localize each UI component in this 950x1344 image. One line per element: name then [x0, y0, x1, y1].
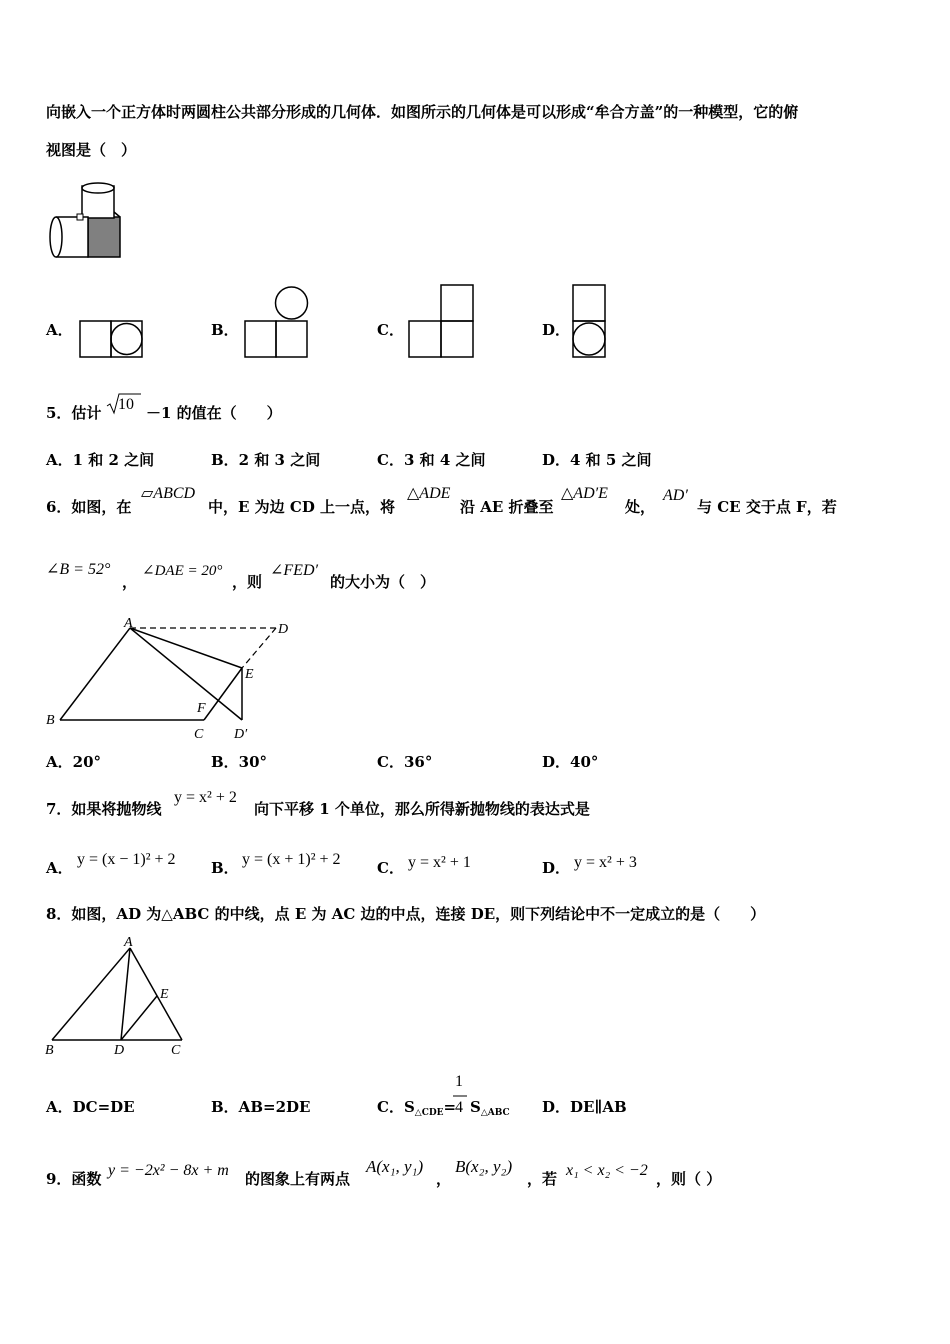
q8-label-d: D	[114, 1043, 125, 1058]
q5-suffix: －1 的值在（ ）	[146, 404, 282, 422]
q4-text-line1: 向嵌入一个正方体时两圆柱公共部分形成的几何体．如图所示的几何体是可以形成“牟合方盖”的一种模型，它的俯	[46, 103, 799, 121]
q6-mid2: 沿 AE 折叠至	[460, 498, 554, 516]
q7-option-a-letter: A．	[46, 859, 73, 877]
q8-label-b: B	[45, 1043, 54, 1058]
q7-suffix: 向下平移 1 个单位，那么所得新抛物线的表达式是	[254, 800, 590, 818]
q8-option-c-right	[470, 1098, 510, 1122]
q7-option-b-expr: y = (x + 1)² + 2	[242, 851, 341, 868]
q4-text-line2: 视图是（ ）	[46, 141, 137, 159]
q6-angle-fed: ∠FED′	[270, 562, 319, 579]
q4-option-a-letter: A．	[46, 321, 73, 339]
q6-prefix: 6．如图，在	[46, 498, 132, 516]
q6-label-e: E	[245, 667, 254, 682]
q8-option-c-fraction-bar	[453, 1095, 467, 1097]
q6-segment-adp: AD′	[663, 487, 688, 504]
q9-mid: 的图象上有两点	[245, 1170, 351, 1188]
q6-triangle-ade: △ADE	[407, 485, 451, 502]
q8-option-c	[377, 1098, 456, 1122]
q9-point-b: B(x₂, y₂)	[455, 1157, 513, 1176]
q7-option-d-expr: y = x² + 3	[574, 854, 637, 871]
q4-option-a-figure	[79, 320, 145, 358]
q6-mid3: 处，	[625, 498, 656, 516]
q8-option-d: D．DE∥AB	[542, 1098, 627, 1116]
q6-option-a: A．20°	[46, 753, 102, 771]
q6-label-c: C	[194, 727, 204, 742]
q6-option-b: B．30°	[211, 753, 268, 771]
q8-option-a: A．DC=DE	[46, 1098, 135, 1116]
q6-label-f: F	[197, 701, 206, 716]
q8-option-c-numerator: 1	[455, 1073, 463, 1090]
q6-label-b: B	[46, 713, 55, 728]
q6-option-c: C．36°	[377, 753, 433, 771]
q8-option-c-eq: =	[443, 1098, 457, 1116]
q6-angle-dae: ∠DAE = 20°	[142, 563, 223, 579]
q6-parallelogram: ▱ABCD	[141, 485, 196, 502]
q6-parallelogram-figure	[44, 618, 300, 742]
q5-option-b: B．2 和 3 之间	[211, 451, 321, 469]
q6-mid4: 与 CE 交于点 F，若	[697, 498, 837, 516]
q8-option-c-denominator: 4	[455, 1099, 463, 1116]
q8-text: 8．如图，AD 为△ABC 的中线，点 E 为 AC 边的中点，连接 DE，则下列结论中不一定成立的是（ ）	[46, 905, 766, 923]
q9-tail: ，则（ ）	[656, 1170, 722, 1188]
q6-label-d: D	[278, 622, 289, 637]
q5-option-a: A．1 和 2 之间	[46, 451, 155, 469]
q8-label-c: C	[171, 1043, 181, 1058]
q7-option-a-expr: y = (x − 1)² + 2	[77, 851, 176, 868]
q5-radicand: 10	[118, 396, 134, 413]
q6-triangle-adpe: △AD′E	[561, 485, 608, 502]
q4-option-d-letter: D．	[542, 321, 571, 339]
q9-prefix: 9．函数	[46, 1170, 102, 1188]
q7-option-d-letter: D．	[542, 859, 571, 877]
q7-option-b-letter: B．	[211, 859, 239, 877]
q7-expression: y = x² + 2	[174, 789, 237, 806]
q6-comma: ，	[122, 573, 138, 591]
q4-option-b-figure	[244, 285, 310, 359]
q4-option-c-letter: C．	[377, 321, 404, 339]
q8-option-c-s2-sub: △ABC	[480, 1108, 510, 1118]
q7-option-c-letter: C．	[377, 859, 404, 877]
q6-option-d: D．40°	[542, 753, 599, 771]
q8-option-c-s1-sub: △CDE	[414, 1108, 444, 1118]
q8-label-e: E	[160, 987, 169, 1002]
q6-mid1: 中，E 为边 CD 上一点，将	[208, 498, 396, 516]
q7-option-c-expr: y = x² + 1	[408, 854, 471, 871]
q5-option-c: C．3 和 4 之间	[377, 451, 486, 469]
q9-condition: x₁ < x₂ < −2	[566, 1162, 648, 1179]
q8-option-c-letter: C．	[377, 1098, 404, 1116]
q6-then: ，则	[232, 573, 263, 591]
q7-prefix: 7．如果将抛物线	[46, 800, 162, 818]
q6-label-dprime: D′	[234, 727, 248, 742]
q8-triangle-figure	[44, 934, 190, 1058]
q9-comma: ，	[436, 1170, 452, 1188]
q8-label-a: A	[124, 935, 133, 950]
q6-label-a: A	[124, 616, 133, 631]
q9-cond-prefix: ，若	[527, 1170, 558, 1188]
q8-option-c-s2: S	[470, 1098, 481, 1116]
q9-point-a: A(x₁, y₁)	[366, 1157, 424, 1176]
q8-option-b: B．AB=2DE	[211, 1098, 311, 1116]
q6-angle-b: ∠B = 52°	[46, 561, 111, 578]
q9-function: y = −2x² − 8x + m	[108, 1162, 229, 1179]
q4-option-d-figure	[572, 284, 608, 360]
q4-option-b-letter: B．	[211, 321, 239, 339]
q5-option-d: D．4 和 5 之间	[542, 451, 652, 469]
q6-tail: 的大小为（ ）	[330, 573, 436, 591]
q8-option-c-s1: S	[403, 1098, 415, 1116]
q4-option-c-figure	[408, 284, 476, 360]
q5-prefix: 5．估计	[46, 404, 102, 422]
q4-model-figure	[46, 180, 136, 260]
